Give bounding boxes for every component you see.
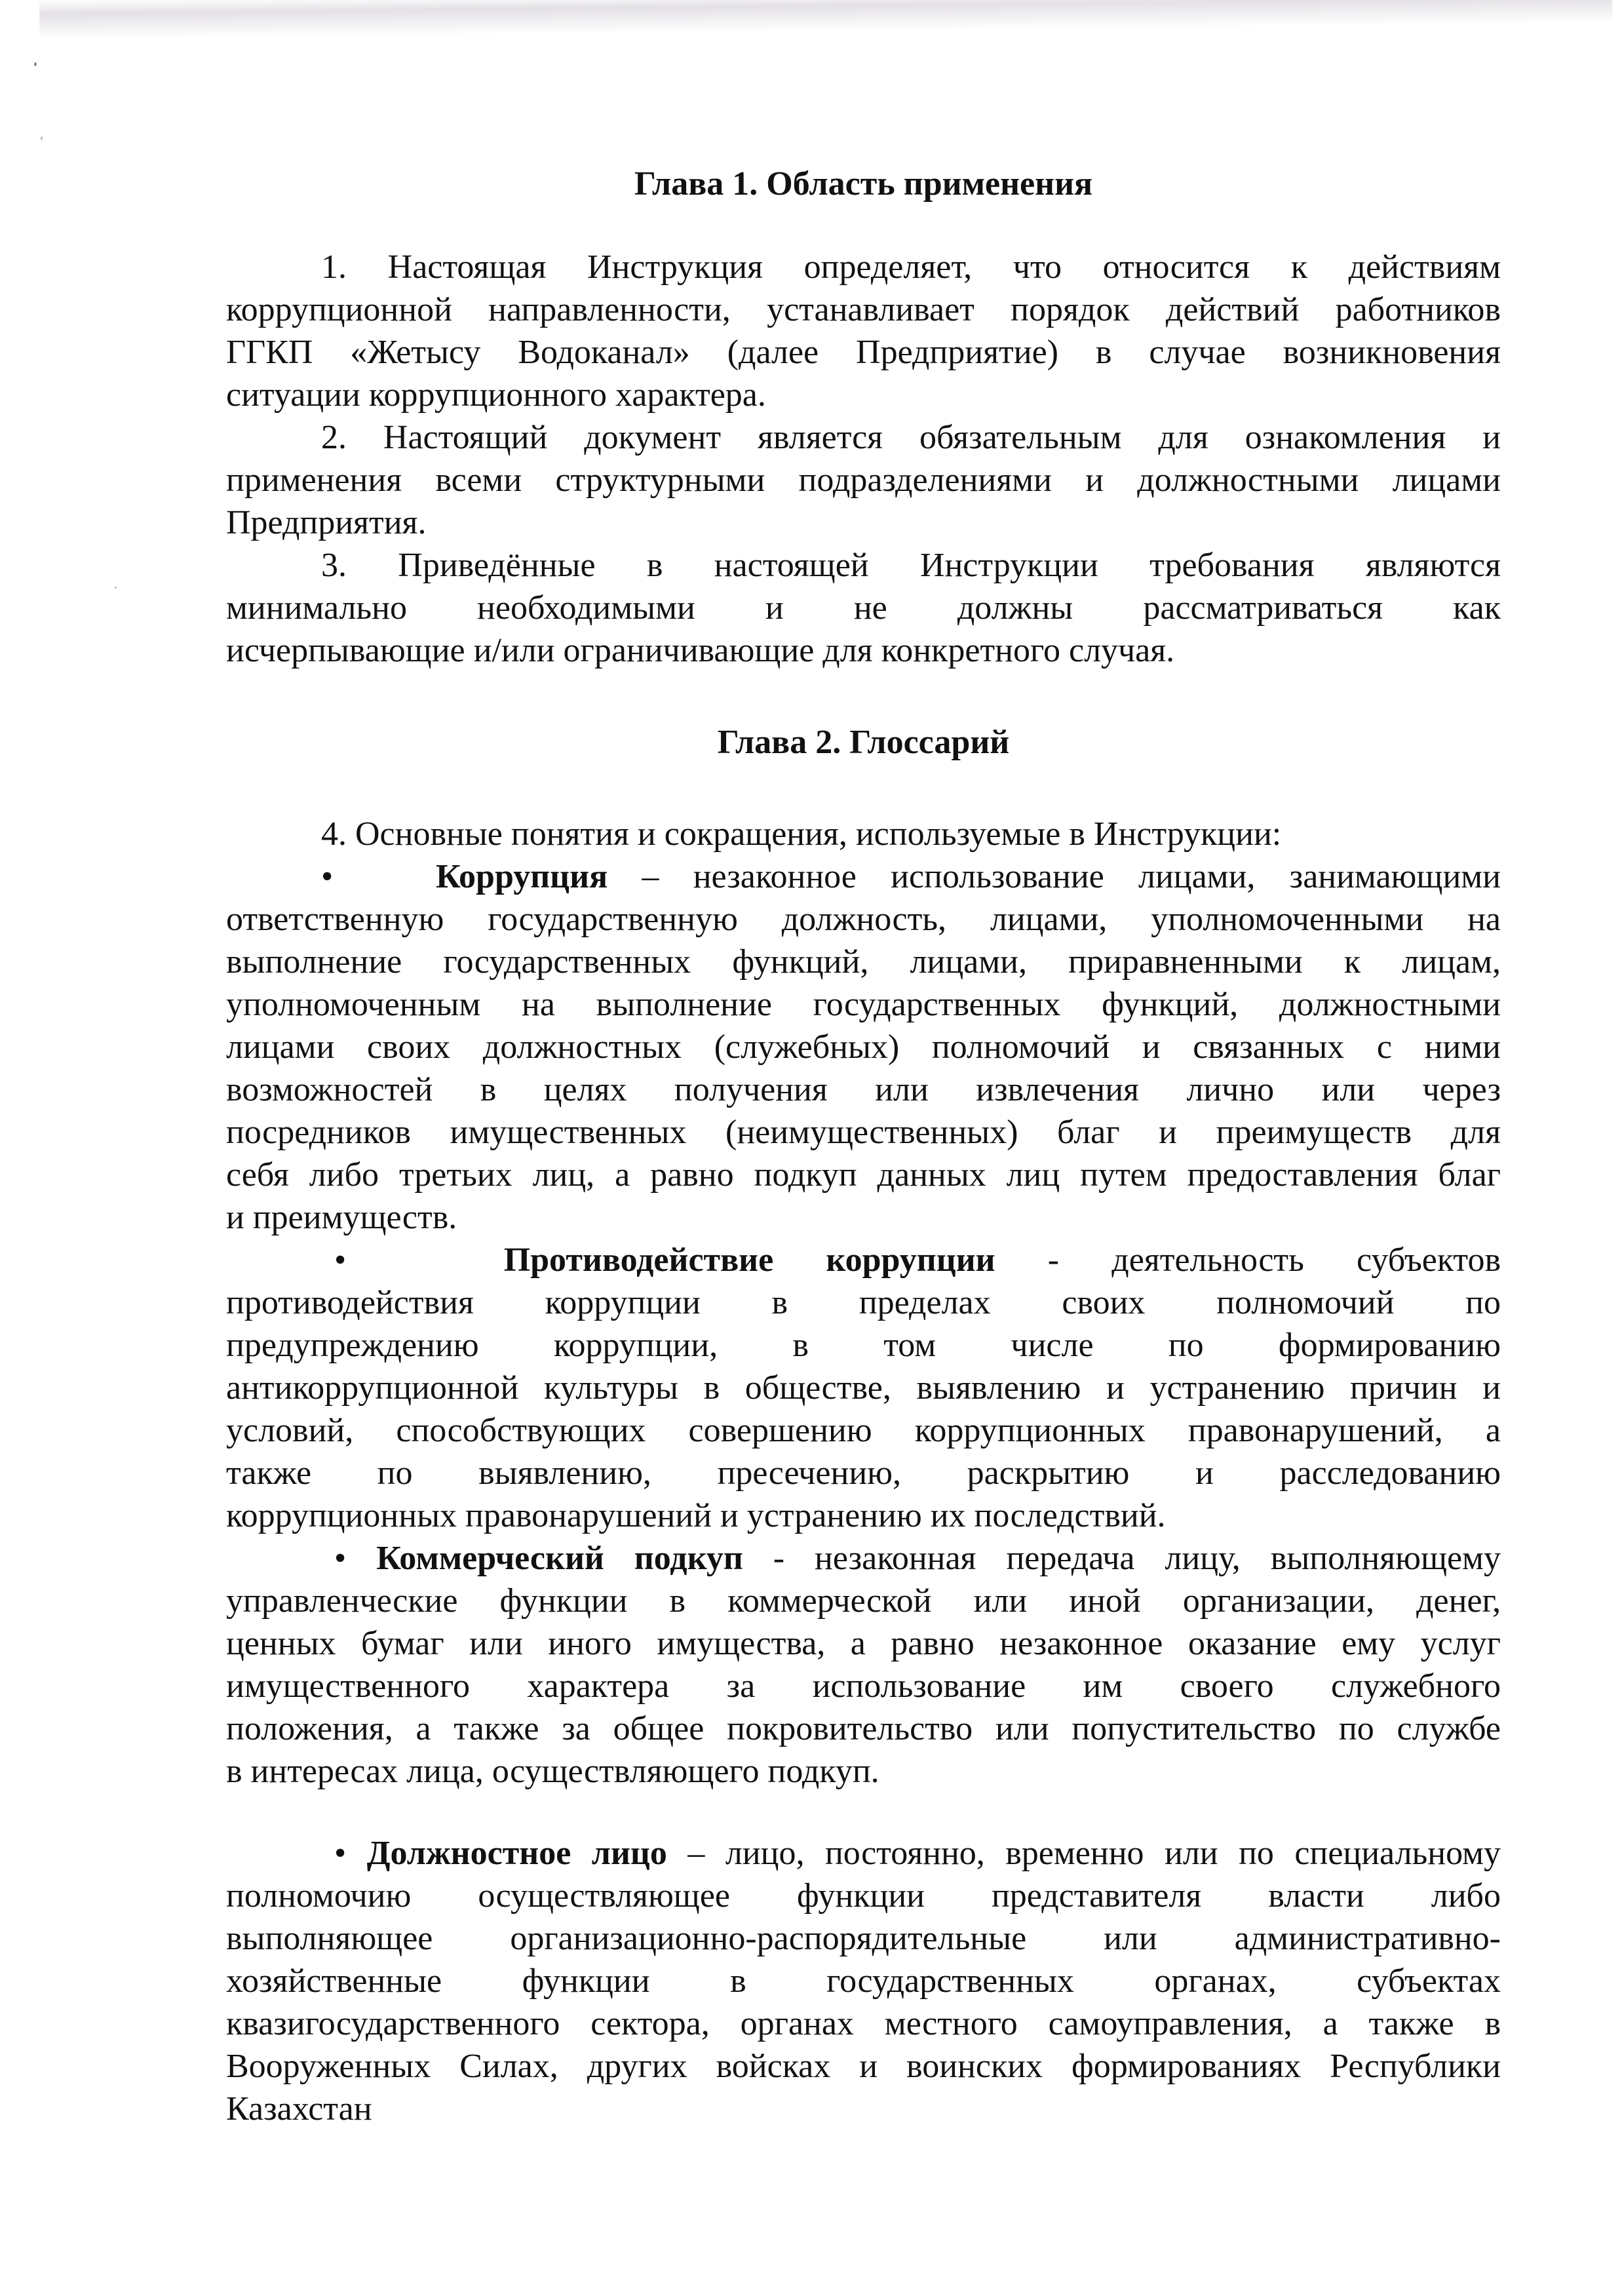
term-separator: -: [743, 1540, 815, 1577]
paragraph-line: ситуации коррупционного характера.: [226, 376, 766, 414]
paragraph-line: исчерпывающие и/или ограничивающие для конкретного случая.: [226, 632, 1175, 669]
term-definition-start: деятельность субъектов: [1111, 1241, 1501, 1279]
term-definition-start: незаконное использование лицами, занимающими: [693, 858, 1501, 895]
definition-line: ответственную государственную должность, лицами, уполномоченными на: [226, 901, 1501, 938]
paragraph-line: Предприятия.: [226, 504, 427, 541]
term-name: Коррупция: [435, 858, 608, 895]
scan-speck: [115, 587, 117, 589]
definition-line: выполнение государственных функций, лицами, приравненными к лицам,: [226, 943, 1501, 981]
term-name: Коммерческий подкуп: [376, 1540, 743, 1577]
chapter-2-title: Глава 2. Глоссарий: [717, 724, 1010, 761]
definition-line: условий, способствующих совершению коррупционных правонарушений, а: [226, 1412, 1501, 1449]
bullet-icon: •: [321, 858, 334, 895]
definition-line: ценных бумаг или иного имущества, а равно незаконное оказание ему услуг: [226, 1625, 1501, 1662]
definition-line: также по выявлению, пресечению, раскрытию и расследованию: [226, 1454, 1501, 1492]
term-first-line: [334, 1537, 1501, 1580]
term-name: Должностное лицо: [366, 1835, 667, 1872]
definition-line: выполняющее организационно-распорядительные или административно-: [226, 1920, 1501, 1957]
bullet-icon: •: [334, 1241, 347, 1279]
definition-line: Казахстан: [226, 2090, 372, 2128]
definition-line: Вооруженных Силах, других войсках и воинских формированиях Республики: [226, 2048, 1501, 2085]
term-separator: –: [608, 858, 693, 895]
definition-line: антикоррупционной культуры в обществе, выявлению и устранению причин и: [226, 1369, 1501, 1407]
definition-line: себя либо третьих лиц, а равно подкуп данных лиц путем предоставления благ: [226, 1156, 1501, 1194]
definition-line: квазигосударственного сектора, органах местного самоуправления, а также в: [226, 2005, 1501, 2042]
definition-line: полномочию осуществляющее функции представителя власти либо: [226, 1877, 1501, 1915]
glossary-intro: 4. Основные понятия и сокращения, используемые в Инструкции:: [321, 815, 1282, 853]
definition-line: противодействия коррупции в пределах своих полномочий по: [226, 1284, 1501, 1321]
chapter-1-title: Глава 1. Область применения: [634, 165, 1093, 203]
term-first-line: [321, 855, 1501, 899]
definition-line: хозяйственные функции в государственных органах, субъектах: [226, 1962, 1501, 2000]
paragraph-line: 3. Приведённые в настоящей Инструкции требования являются: [321, 547, 1501, 584]
bullet-icon: •: [334, 1540, 347, 1577]
paragraph-line: коррупционной направленности, устанавливает порядок действий работников: [226, 291, 1501, 328]
scan-edge-shadow: [39, 0, 1612, 39]
term-name: Противодействие коррупции: [503, 1241, 995, 1279]
term-separator: -: [995, 1241, 1112, 1279]
scan-speck: [34, 62, 37, 66]
term-definition-start: лицо, постоянно, временно или по специальному: [725, 1835, 1501, 1872]
paragraph-line: применения всеми структурными подразделениями и должностными лицами: [226, 461, 1501, 499]
definition-line: уполномоченным на выполнение государственных функций, должностными: [226, 986, 1501, 1023]
paragraph-line: минимально необходимыми и не должны рассматриваться как: [226, 589, 1501, 627]
definition-line: управленческие функции в коммерческой или иной организации, денег,: [226, 1582, 1501, 1620]
definition-line: коррупционных правонарушений и устранению их последствий.: [226, 1497, 1166, 1534]
paragraph-line: 2. Настоящий документ является обязательным для ознакомления и: [321, 419, 1501, 456]
definition-line: имущественного характера за использование им своего служебного: [226, 1667, 1501, 1705]
definition-line: лицами своих должностных (служебных) полномочий и связанных с ними: [226, 1028, 1501, 1066]
term-first-line: [334, 1832, 1501, 1875]
definition-line: в интересах лица, осуществляющего подкуп.: [226, 1753, 879, 1790]
term-definition-start: незаконная передача лицу, выполняющему: [815, 1540, 1501, 1577]
scan-speck: [41, 136, 43, 140]
paragraph-line: 1. Настоящая Инструкция определяет, что относится к действиям: [321, 248, 1501, 286]
definition-line: предупреждению коррупции, в том числе по формированию: [226, 1327, 1501, 1364]
bullet-icon: •: [334, 1835, 347, 1872]
paragraph-line: ГГКП «Жетысу Водоканал» (далее Предприятие) в случае возникновения: [226, 334, 1501, 371]
definition-line: положения, а также за общее покровительство или попустительство по службе: [226, 1710, 1501, 1747]
definition-line: посредников имущественных (неимущественных) благ и преимуществ для: [226, 1114, 1501, 1151]
term-separator: –: [666, 1835, 725, 1872]
term-first-line: [334, 1239, 1501, 1282]
definition-line: возможностей в целях получения или извлечения лично или через: [226, 1071, 1501, 1108]
definition-line: и преимуществ.: [226, 1199, 457, 1236]
